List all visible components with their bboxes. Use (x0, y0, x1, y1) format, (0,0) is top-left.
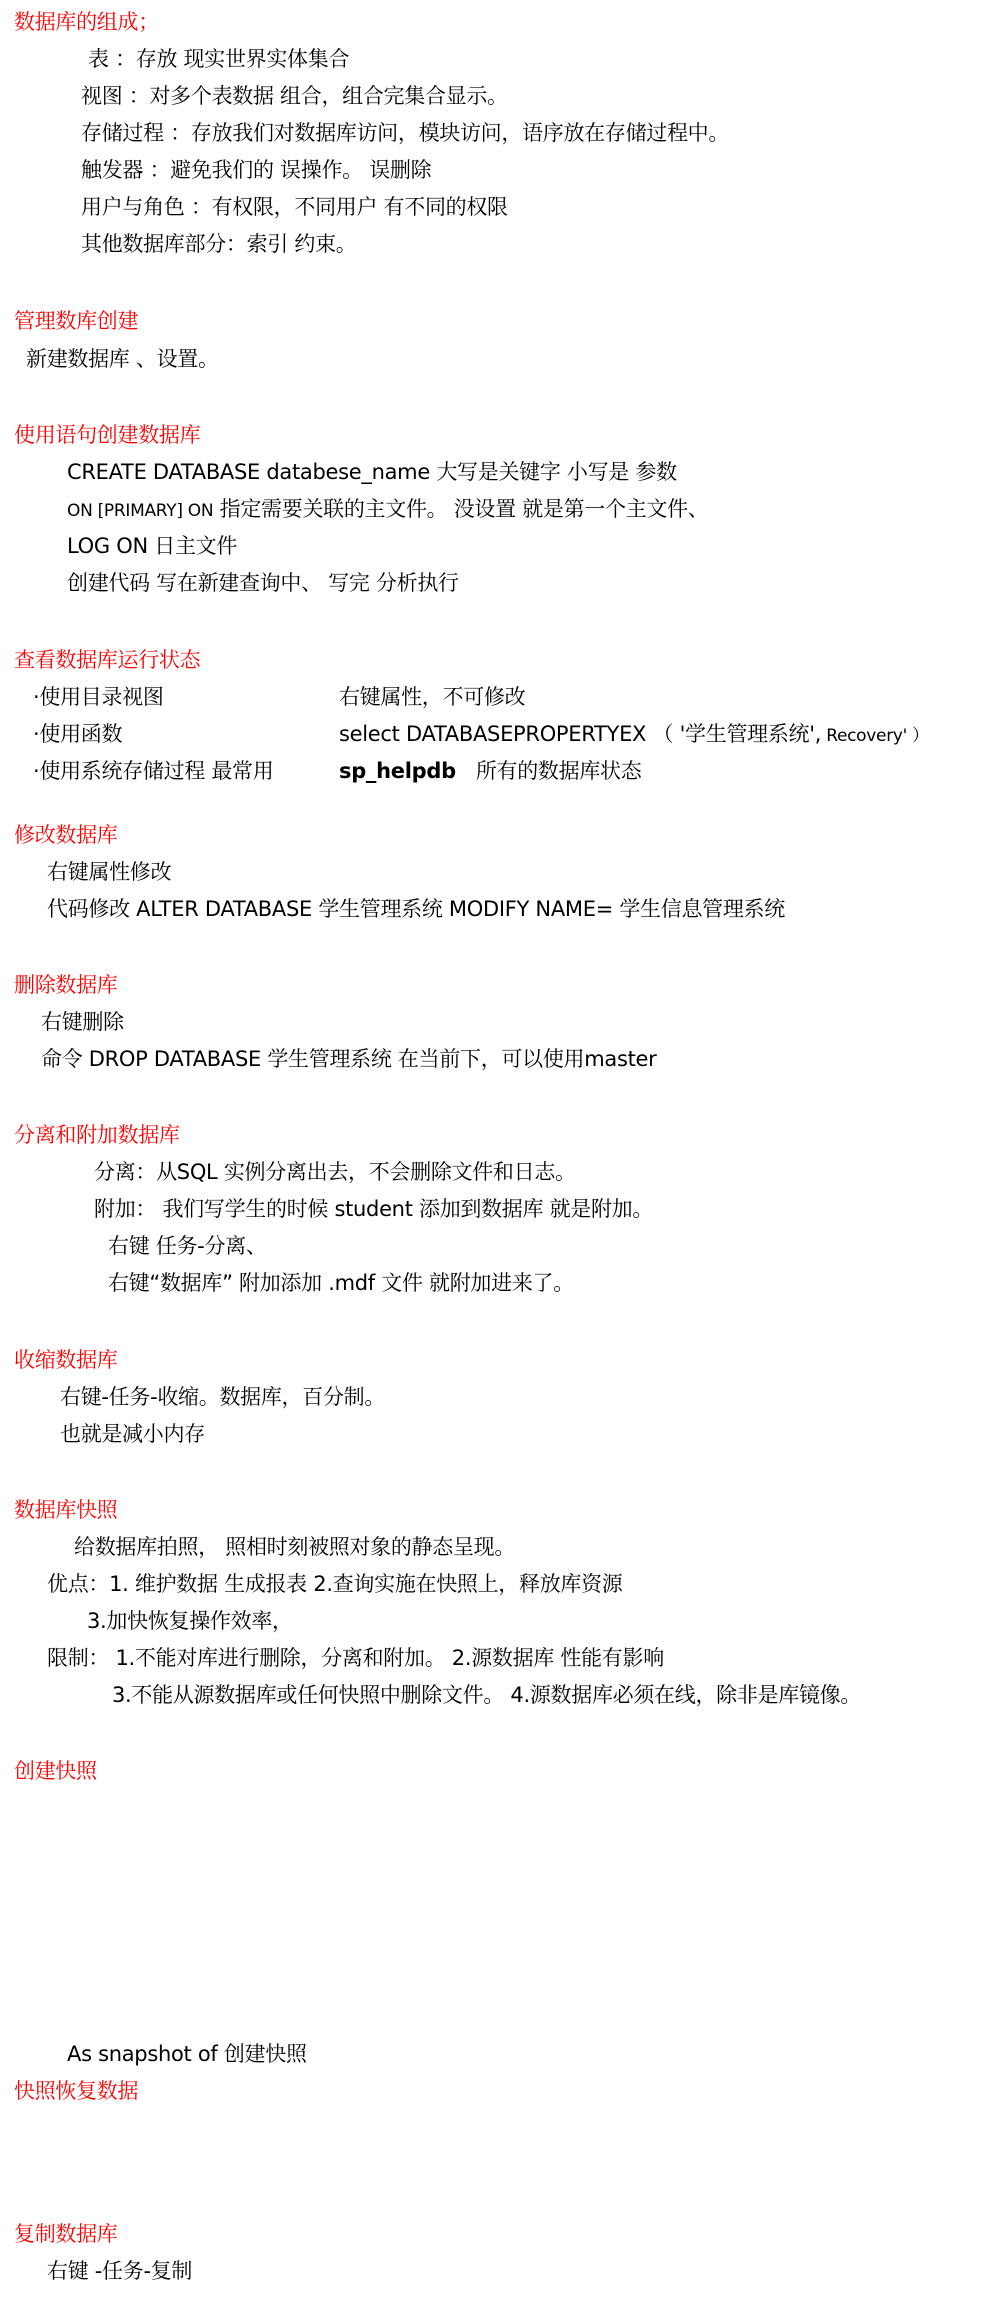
on-primary-text: ON [PRIMARY] ON (67, 501, 214, 521)
detach-attach-line: 附加： 我们写学生的时候 student 添加到数据库 就是附加。 (94, 1197, 654, 1221)
create-snapshot-line: As snapshot of 创建快照 (67, 2042, 307, 2066)
heading-shrink: 收缩数据库 (14, 1348, 118, 1372)
snapshot-line: 优点：1. 维护数据 生成报表 2.查询实施在快照上，释放库资源 (47, 1572, 623, 1596)
heading-restore-snapshot: 快照恢复数据 (14, 2079, 139, 2103)
heading-manage-create: 管理数库创建 (14, 309, 139, 333)
snapshot-line: 给数据库拍照， 照相时刻被照对象的静态呈现。 (74, 1535, 516, 1559)
status-method: ·使用函数 (33, 722, 123, 746)
composition-line: 触发器 ：避免我们的 误操作。 误删除 (81, 158, 432, 182)
snapshot-line: 3.不能从源数据库或任何快照中删除文件。 4.源数据库必须在线，除非是库镜像。 (112, 1683, 862, 1707)
modify-line: 代码修改 ALTER DATABASE 学生管理系统 MODIFY NAME= 学生信息管理系统 (47, 897, 785, 921)
composition-line: 用户与角色 ：有权限，不同用户 有不同的权限 (81, 195, 508, 219)
on-primary-desc: 指定需要关联的主文件。 没设置 就是第一个主文件、 (213, 497, 709, 521)
shrink-line: 也就是减小内存 (60, 1422, 205, 1446)
heading-composition: 数据库的组成； (14, 10, 159, 34)
sql-create-line: 创建代码 写在新建查询中、 写完 分析执行 (67, 571, 459, 595)
heading-delete: 删除数据库 (14, 973, 118, 997)
status-method-desc: 右键属性，不可修改 (339, 685, 526, 709)
delete-line: 右键删除 (41, 1010, 124, 1034)
manage-create-line: 新建数据库 、设置。 (26, 347, 219, 371)
composition-line: 存储过程 ：存放我们对数据库访问，模块访问，语序放在存储过程中。 (81, 121, 730, 145)
composition-line: 视图 ：对多个表数据 组合，组合完集合显示。 (81, 84, 508, 108)
status-method: ·使用目录视图 (33, 685, 164, 709)
detach-attach-line: 右键 任务-分离、 (108, 1234, 267, 1258)
delete-line: 命令 DROP DATABASE 学生管理系统 在当前下，可以使用master (41, 1047, 657, 1071)
detach-attach-line: 右键“数据库” 附加添加 .mdf 文件 就附加进来了。 (108, 1271, 574, 1295)
heading-sql-create: 使用语句创建数据库 (14, 423, 201, 447)
modify-line: 右键属性修改 (47, 860, 172, 884)
function-arg: Recovery' ） (821, 726, 929, 746)
sp-helpdb-keyword: sp_helpdb (339, 759, 456, 783)
sql-create-line: CREATE DATABASE databese_name 大写是关键字 小写是 参数 (67, 460, 677, 484)
shrink-line: 右键-任务-收缩。数据库，百分制。 (60, 1385, 386, 1409)
function-call: select DATABASEPROPERTYEX （ '学生管理系统', (339, 722, 822, 746)
sp-helpdb-desc: 所有的数据库状态 (475, 759, 642, 783)
copy-line: 右键 -任务-复制 (47, 2259, 193, 2283)
heading-status: 查看数据库运行状态 (14, 648, 201, 672)
status-method-desc (339, 756, 641, 786)
composition-line: 其他数据库部分：索引 约束。 (81, 232, 357, 256)
sql-create-line: LOG ON 日主文件 (67, 534, 238, 558)
status-method: ·使用系统存储过程 最常用 (33, 759, 274, 783)
heading-copy: 复制数据库 (14, 2222, 118, 2246)
detach-attach-line: 分离：从SQL 实例分离出去，不会删除文件和日志。 (94, 1160, 576, 1184)
heading-snapshot: 数据库快照 (14, 1498, 118, 1522)
heading-detach-attach: 分离和附加数据库 (14, 1123, 180, 1147)
status-method-desc (339, 719, 929, 751)
heading-modify: 修改数据库 (14, 823, 118, 847)
sql-create-line (67, 494, 709, 526)
snapshot-line: 限制： 1.不能对库进行删除，分离和附加。 2.源数据库 性能有影响 (47, 1646, 664, 1670)
heading-create-snapshot: 创建快照 (14, 1759, 97, 1783)
snapshot-line: 3.加快恢复操作效率， (87, 1609, 293, 1633)
composition-line: 表 ：存放 现实世界实体集合 (88, 47, 350, 71)
